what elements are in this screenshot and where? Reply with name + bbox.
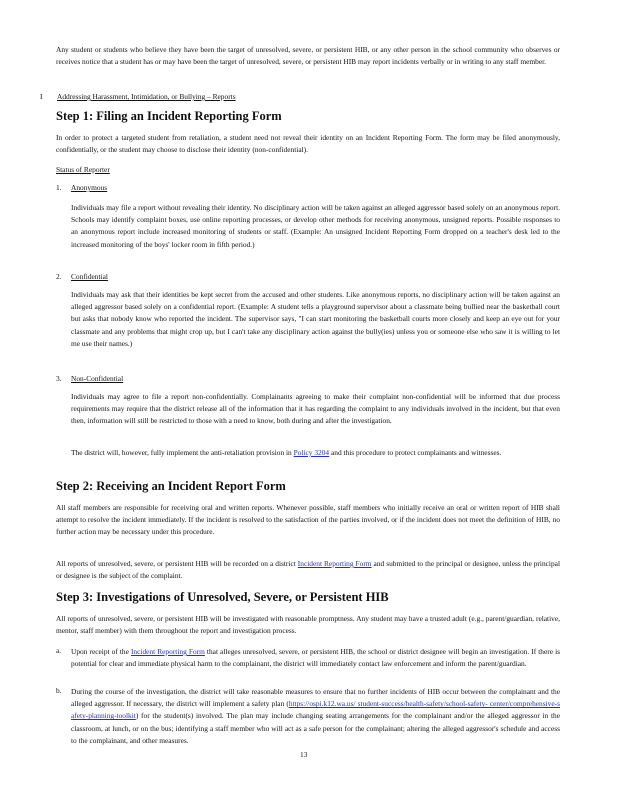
item-title-non-confidential: Non-Confidential — [71, 374, 124, 383]
section-title: Addressing Harassment, Intimidation, or Bullying – Reports — [57, 92, 236, 101]
step2-heading: Step 2: Receiving an Incident Report Form — [56, 479, 286, 493]
step1-heading: Step 1: Filing an Incident Reporting Form — [56, 109, 282, 123]
item-b-text-before: During the course of the investigation, the district will take reasonable measures to ensure that no further incidents of HIB occur between the complainant and the alleged aggressor. If necessary, the district will implement a safety plan ( — [71, 687, 560, 709]
item-number-3: 3. — [56, 374, 62, 383]
item-a-text-before: Upon receipt of the — [71, 647, 131, 656]
item-body-non-confidential: Individuals may agree to file a report non-confidentially. Complainants agreeing to make their complaint non-confidential will be informed that due process requirements may require that the district release all of the information that it has regarding the complaint to any individuals involved in the incident, but that even then, information will still be restricted to those with a need to know, both during and after the investigation. — [71, 392, 560, 426]
item-body-non-confidential-2 — [71, 447, 560, 459]
page-number: 13 — [300, 750, 308, 759]
item-b-text-after: ) for the student(s) involved. The plan may include changing seating arrangements for the complainant and/or the alleged aggressor in the classroom, at lunch, or on the bus; identifying a staff member who will act as a safe person for the complainant; altering the alleged aggressor's schedule and access to the complainant, and other measures. — [71, 711, 560, 745]
item-body-a — [71, 646, 560, 670]
step3-heading: Step 3: Investigations of Unresolved, Severe, or Persistent HIB — [56, 590, 389, 604]
item-title-anonymous: Anonymous — [71, 183, 108, 192]
policy-3204-link[interactable]: Policy 3204 — [293, 448, 330, 457]
step3-paragraph: All reports of unresolved, severe, or persistent HIB will be investigated with reasonable promptness. Any student may have a trusted adult (e.g., parent/guardian, relative, mentor, staff member) with them throughout the report and investigation process. — [56, 614, 560, 636]
policy-text-after: and this procedure to protect complainants and witnesses. — [329, 448, 502, 457]
section-roman-numeral: I — [40, 92, 43, 101]
item-body-anonymous: Individuals may file a report without revealing their identity. No disciplinary action will be taken against an alleged aggressor based solely on an anonymous report. Schools may identify complaint boxes, use online reporting processes, or develop other methods for receiving anonymous, unsigned reports. Possible responses to an anonymous report include increased monitoring of students or staff. (Example: An unsigned Incident Reporting Form dropped on a teacher's desk led to the increased monitoring of the boys' locker room in fifth period.) — [71, 203, 560, 249]
item-a-text-after: that alleges unresolved, severe, or persistent HIB, the school or district designee will begin an investigation. If there is potential for clear and immediate physical harm to the complainant, the district will immediately contact law enforcement and inform the parent/guardian. — [71, 647, 561, 669]
item-number-1: 1. — [56, 183, 62, 192]
item-body-confidential: Individuals may ask that their identities be kept secret from the accused and other students. Like anonymous reports, no disciplinary action will be taken against an alleged aggressor based solely on a confidential report. (Example: A student tells a playground supervisor about a classmate being bullied near the basketball court but asks that nobody know who reported the incident. The supervisor says, "I can start monitoring the basketball courts more closely and keep an eye out for your classmate and any problems that might crop up, but I can't take any disciplinary action against the bully(ies) unless you or someone else who saw it is willing to let me use their names.) — [71, 290, 560, 348]
item-title-confidential: Confidential — [71, 272, 108, 281]
policy-text-before: The district will, however, fully implement the anti-retaliation provision in — [71, 448, 294, 457]
item-body-b — [71, 686, 560, 747]
step2-text-after: and submitted to the principal or designee, unless the principal or designee is the subject of the complaint. — [56, 559, 561, 581]
status-of-reporter-label: Status of Reporter — [56, 165, 110, 174]
item-number-2: 2. — [56, 272, 62, 281]
step2-paragraph-2 — [56, 558, 560, 582]
step2-text-before: All reports of unresolved, severe, or persistent HIB will be recorded on a district — [56, 559, 298, 568]
incident-reporting-form-link-2[interactable]: Incident Reporting Form — [130, 647, 205, 656]
step2-paragraph-1: All staff members are responsible for receiving oral and written reports. Whenever possible, staff members who initially receive an oral or written report of HIB shall attempt to resolve the incident immediately. If the incident is resolved to the satisfaction of the parties involved, or if the incident does not meet the definition of HIB, no further action may be necessary under this procedure. — [56, 503, 560, 537]
item-letter-b: b. — [56, 686, 62, 695]
safety-planning-toolkit-link[interactable]: https://ospi.k12.wa.us/ student-success/health-safety/school-safety- center/comprehensive-s afety-planning-toolkit — [71, 699, 560, 721]
step1-paragraph: In order to protect a targeted student from retaliation, a student need not reveal their identity on an Incident Reporting Form. The form may be filed anonymously, confidentially, or the student may choose to disclose their identity (non-confidential). — [56, 133, 560, 155]
item-letter-a: a. — [56, 646, 62, 655]
intro-paragraph: Any student or students who believe they have been the target of unresolved, severe, or persistent HIB, or any other person in the school community who observes or receives notice that a student has or may have been the target of unresolved, severe, or persistent HIB may report incidents verbally or in writing to any staff member. — [56, 45, 560, 67]
incident-reporting-form-link[interactable]: Incident Reporting Form — [297, 559, 372, 568]
